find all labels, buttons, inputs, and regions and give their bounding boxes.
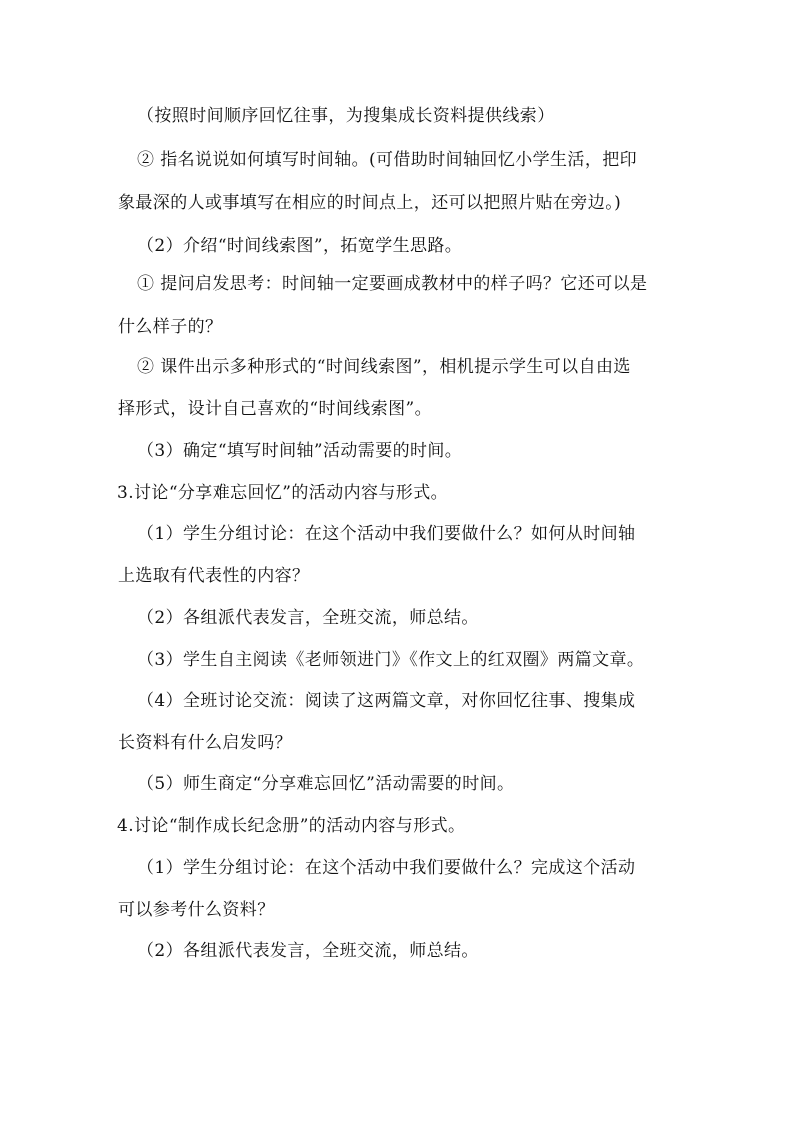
paragraph-line: 什么样子的？ — [118, 317, 223, 337]
paragraph-line: 可以参考什么资料？ — [118, 900, 275, 920]
paragraph-line: （按照时间顺序回忆往事，为搜集成长资料提供线索） — [137, 106, 555, 126]
paragraph-line: （1）学生分组讨论：在这个活动中我们要做什么？如何从时间轴 — [137, 524, 636, 544]
paragraph-line: ② 课件出示多种形式的“时间线索图”，相机提示学生可以自由选 — [137, 357, 631, 377]
paragraph-line: （4）全班讨论交流：阅读了这两篇文章，对你回忆往事、搜集成 — [137, 691, 636, 711]
paragraph-line: ② 指名说说如何填写时间轴。(可借助时间轴回忆小学生活，把印 — [137, 150, 638, 170]
paragraph-line: （2）各组派代表发言，全班交流，师总结。 — [137, 608, 479, 628]
paragraph-line: 长资料有什么启发吗？ — [118, 733, 292, 753]
paragraph-line: （3）学生自主阅读《老师领进门》《作文上的红双圈》两篇文章。 — [137, 650, 645, 670]
paragraph-line: （2）介绍“时间线索图”，拓宽学生思路。 — [137, 236, 463, 256]
section-heading: 3.讨论“分享难忘回忆”的活动内容与形式。 — [117, 483, 449, 503]
paragraph-line: （3）确定“填写时间轴”活动需要的时间。 — [137, 441, 463, 461]
paragraph-line: 上选取有代表性的内容？ — [118, 566, 310, 586]
paragraph-line: ① 提问启发思考：时间轴一定要画成教材中的样子吗？它还可以是 — [137, 274, 648, 294]
paragraph-line: （1）学生分组讨论：在这个活动中我们要做什么？完成这个活动 — [137, 858, 636, 878]
paragraph-line: 择形式，设计自己喜欢的“时间线索图”。 — [118, 399, 432, 419]
paragraph-line: 象最深的人或事填写在相应的时间点上，还可以把照片贴在旁边。) — [118, 193, 622, 213]
section-heading: 4.讨论“制作成长纪念册”的活动内容与形式。 — [117, 816, 466, 836]
paragraph-line: （5）师生商定“分享难忘回忆”活动需要的时间。 — [137, 774, 515, 794]
paragraph-line: （2）各组派代表发言，全班交流，师总结。 — [137, 941, 479, 961]
